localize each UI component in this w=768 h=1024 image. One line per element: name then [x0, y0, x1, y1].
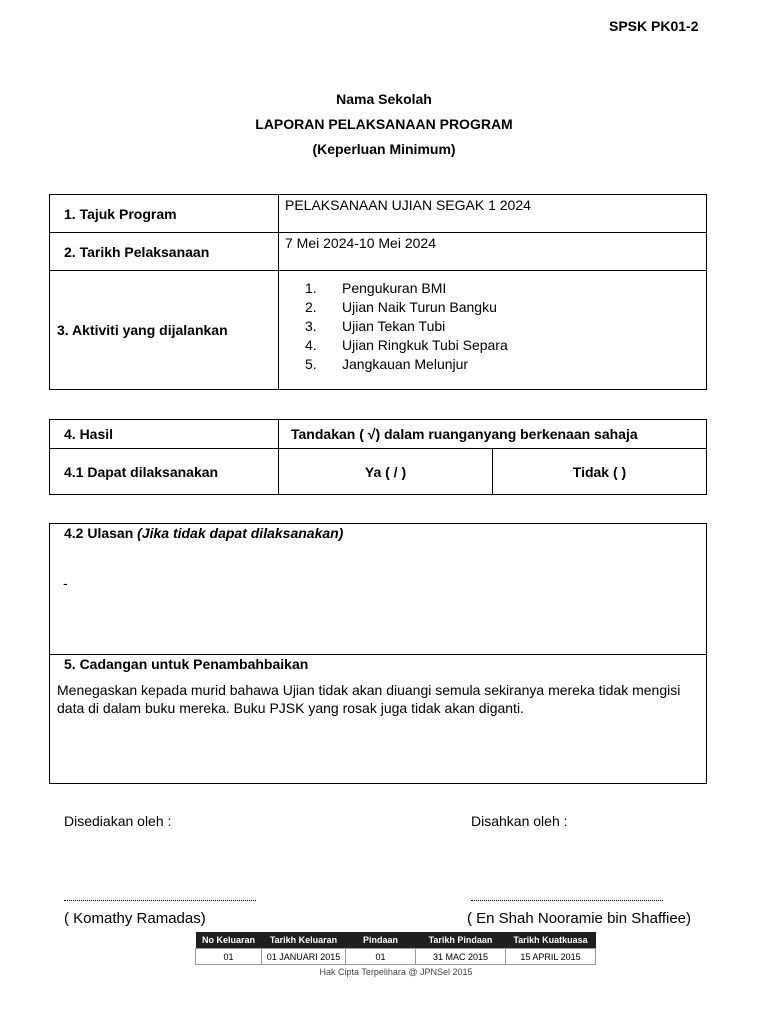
list-item: 5. Jangkauan Melunjur [305, 356, 469, 372]
remarks-table [49, 523, 707, 784]
footer-col-header: Pindaan [346, 932, 416, 949]
footer-col-header: No Keluaran [196, 932, 262, 949]
footer-cell: 01 JANUARI 2015 [262, 949, 346, 965]
document-control-table [195, 932, 596, 965]
suggestions-label: 5. Cadangan untuk Penambahbaikan [64, 656, 309, 672]
document-code: SPSK PK01-2 [609, 18, 699, 34]
list-item: 3. Ujian Tekan Tubi [305, 318, 446, 334]
footer-col-header: Tarikh Kuatkuasa [506, 932, 596, 949]
report-subtitle: (Keperluan Minimum) [312, 141, 456, 157]
prepared-by-name: ( Komathy Ramadas) [64, 910, 206, 927]
suggestions-value: Menegaskan kepada murid bahawa Ujian tidak akan diuangi semula sekiranya mereka tidak mengisi data di dalam buku mereka. Buku PJSK yang rosak juga tidak akan diganti. [57, 682, 681, 716]
footer-cell: 31 MAC 2015 [416, 949, 506, 965]
list-item: 1. Pengukuran BMI [305, 280, 447, 296]
result-table [49, 419, 707, 495]
result-instruction: Tandakan ( √) dalam ruanganyang berkenaan sahaja [291, 426, 638, 442]
no-checkbox[interactable]: Tidak ( ) [572, 463, 627, 480]
result-header-row [50, 420, 707, 449]
program-title-label: 1. Tajuk Program [64, 205, 177, 222]
activities-label: 3. Aktiviti yang dijalankan [57, 322, 228, 338]
list-item: 2. Ujian Naik Turun Bangku [305, 299, 497, 315]
program-date-label: 2. Tarikh Pelaksanaan [64, 243, 210, 260]
done-label: 4.1 Dapat dilaksanakan [64, 463, 219, 480]
remarks-label: 4.2 Ulasan [64, 525, 134, 541]
footer-cell: 15 APRIL 2015 [506, 949, 596, 965]
program-info-table [49, 194, 707, 390]
program-title-value: PELAKSANAAN UJIAN SEGAK 1 2024 [285, 197, 531, 213]
program-date-row [50, 233, 707, 271]
copyright-notice: Hak Cipta Terpelihara @ JPNSel 2015 [319, 967, 473, 977]
table-row [196, 949, 596, 965]
table-header-row [196, 932, 596, 949]
remarks-value: - [63, 575, 68, 591]
prepared-signature-line [64, 900, 256, 901]
yes-checkbox[interactable]: Ya ( / ) [364, 463, 407, 480]
remarks-note: (Jika tidak dapat dilaksanakan) [137, 525, 344, 541]
approved-signature-line [471, 900, 663, 901]
list-item: 4. Ujian Ringkuk Tubi Separa [305, 337, 508, 353]
footer-cell: 01 [196, 949, 262, 965]
approved-by-label: Disahkan oleh : [471, 813, 568, 829]
prepared-by-label: Disediakan oleh : [64, 813, 172, 829]
program-date-value: 7 Mei 2024-10 Mei 2024 [285, 235, 436, 251]
approved-by-name: ( En Shah Nooramie bin Shaffiee) [467, 910, 692, 927]
footer-cell: 01 [346, 949, 416, 965]
suggestions-row [50, 655, 707, 784]
footer-col-header: Tarikh Pindaan [416, 932, 506, 949]
activities-list [279, 271, 706, 374]
remarks-row [50, 524, 707, 655]
school-name: Nama Sekolah [336, 91, 432, 107]
result-done-row [50, 449, 707, 495]
activities-row [50, 271, 707, 390]
report-title: LAPORAN PELAKSANAAN PROGRAM [255, 116, 513, 132]
program-title-row [50, 195, 707, 233]
footer-col-header: Tarikh Keluaran [262, 932, 346, 949]
result-label: 4. Hasil [64, 426, 114, 442]
remarks-heading [50, 524, 706, 541]
